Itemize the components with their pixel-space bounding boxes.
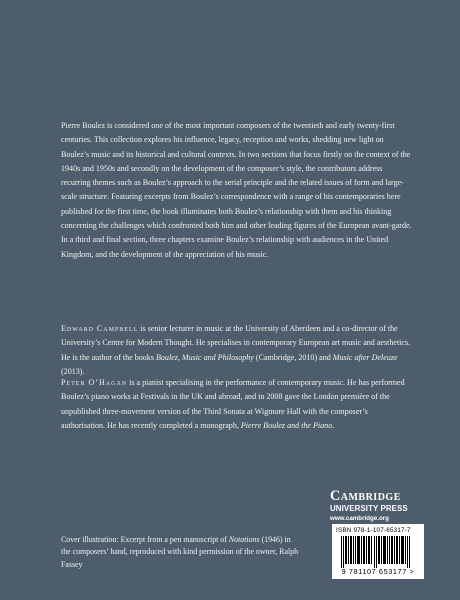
author-bio-ohagan [61,376,413,433]
isbn-label: ISBN 978-1-107-65317-7 [336,527,411,534]
book-title: Boulez, Music and Philosophy [155,352,254,362]
bio-text: (Cambridge, 2010) and [253,352,333,362]
bio-text: is senior lecturer in music at the University of Aberdeen and a co-director of the University’s Centre for Modern Thought. He specialises in contemporary European art music and aesthetics. He is the author of the books [61,324,411,362]
bio-text: . [332,420,335,430]
author-name: Peter O’Hagan [61,378,128,387]
work-title: Notations [228,535,260,544]
credit-text: (1946) in the composers’ hand, reproduced with kind permission of the owner, Ralph Fassey [61,535,299,569]
barcode-number: 9 781107 653177 > [341,567,415,576]
publisher-url: www.cambridge.org [330,515,389,522]
publisher-subtitle: UNIVERSITY PRESS [330,504,408,513]
description-text: Pierre Boulez is considered one of the most important composers of the twentieth and early twenty-first centuries. This collection explores his influence, legacy, reception and works, shedding new light on Boulez’s music and its historical and cultural contexts. In two sections that focus firstly on the context of the 1940s and 1950s and secondly on the development of the composer’s style, the contributors address recurring themes such as Boulez’s approach to the serial principle and the related issues of form and large-scale structure. Featuring excerpts from Boulez’s correspondence with a range of his contemporaries here published for the first time, the book illuminates both Boulez’s relationship with them and his thinking concerning the challenges which confronted both him and other leading figures of the European avant-garde. In a third and final section, three chapters examine Boulez’s relationship with audiences in the United Kingdom, and the development of the appreciation of his music. [61,121,412,259]
bio-text: is a pianist specialising in the performance of contemporary music. He has performed Boulez’s piano works at Festivals in the UK and abroad, and in 2008 gave the London première of the unpublished three-movement version of the Third Sonata at Wigmore Hall with the composer’s authorisation. He has recently completed a monograph, [61,378,405,430]
author-name: Edward Campbell [61,324,139,333]
publisher-name: Cambridge [330,488,401,504]
isbn-barcode [332,524,424,579]
book-description [61,119,413,262]
author-bio-campbell [61,322,413,379]
publisher-logo [330,489,420,522]
book-title: Music after Deleuze [332,352,398,362]
book-title: Pierre Boulez and the Piano [240,420,333,430]
barcode-icon [341,536,415,568]
bio-text: (2013). [61,366,85,376]
cover-illustration-credit [61,534,301,571]
credit-text: Cover illustration: Excerpt from a pen manuscript of [61,535,229,544]
